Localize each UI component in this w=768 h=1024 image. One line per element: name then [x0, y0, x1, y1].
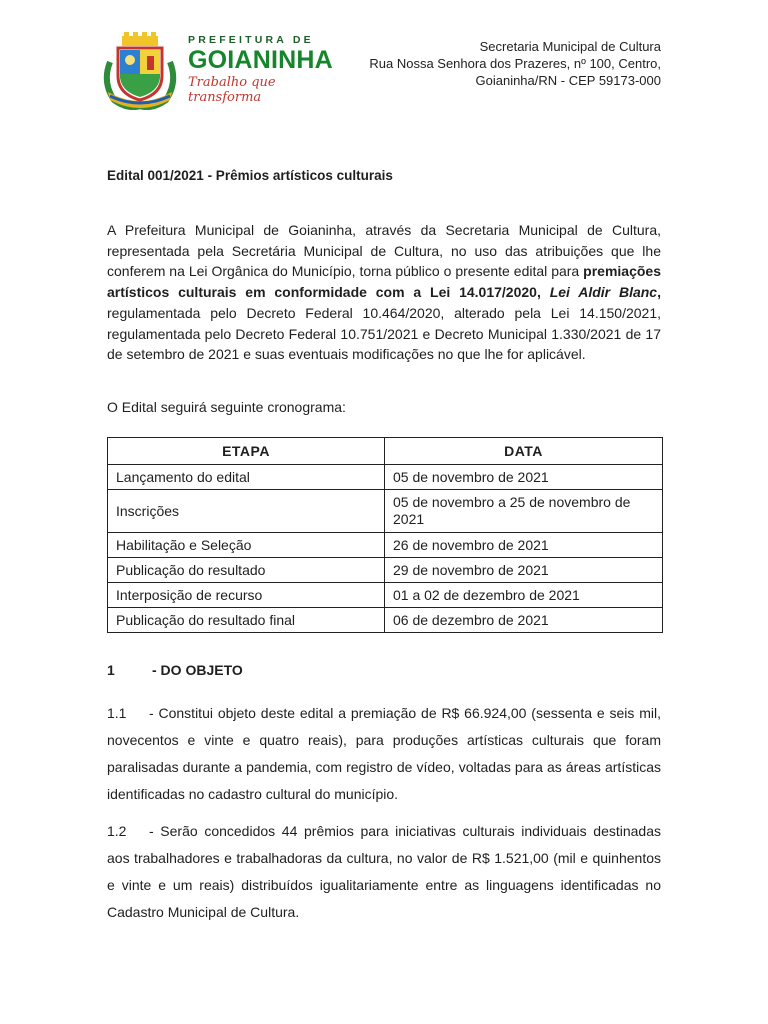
intro-bold-text: premiações artísticos culturais em conformidade com a Lei 14.017/2020, Lei Aldir Blanc,	[107, 263, 661, 301]
data-cell: 01 a 02 de dezembro de 2021	[385, 583, 663, 608]
data-cell: 29 de novembro de 2021	[385, 558, 663, 583]
section-heading	[107, 662, 243, 678]
table-row	[108, 558, 663, 583]
clause-1-1	[107, 700, 661, 808]
table-row	[108, 490, 663, 533]
logo-slogan: Trabalho que transforma	[188, 75, 276, 105]
table-row	[108, 608, 663, 633]
law-name: Lei Aldir Blanc	[549, 284, 658, 301]
etapa-cell: Inscrições	[108, 490, 385, 533]
address-line-3: Goianinha/RN - CEP 59173-000	[475, 73, 661, 88]
document-title: Edital 001/2021 - Prêmios artísticos culturais	[107, 168, 393, 183]
page-header	[0, 0, 768, 120]
clause-1-2	[107, 818, 661, 926]
table-row	[108, 533, 663, 558]
header-data: DATA	[385, 438, 663, 465]
data-cell: 05 de novembro a 25 de novembro de 2021	[385, 490, 663, 533]
clause-number: 1.2	[107, 823, 127, 839]
table-row	[108, 583, 663, 608]
table-row	[108, 465, 663, 490]
logo-prefeitura-text: PREFEITURA DE	[188, 34, 314, 46]
address-line-1: Secretaria Municipal de Cultura	[479, 39, 661, 54]
schedule-table	[107, 437, 663, 633]
intro-text-part1: A Prefeitura Municipal de Goianinha, através da Secretaria Municipal de Cultura, representada pela Secretária Municipal de Cultura, no uso das atribuições que lhe conferem na Lei Orgânica do Município, torna público o presente edital para	[107, 222, 661, 280]
clause-text: - Constitui objeto deste edital a premiação de R$ 66.924,00 (sessenta e seis mil, novecentos e vinte e quatro reais), para produções artísticas culturais que foram paralisadas durante a pandemia, com registro de vídeo, voltadas para as áreas artísticas identificadas no cadastro cultural do município.	[107, 705, 661, 802]
section-number: 1	[107, 662, 115, 678]
etapa-cell: Habilitação e Seleção	[108, 533, 385, 558]
clause-text: - Serão concedidos 44 prêmios para iniciativas culturais individuais destinadas aos trabalhadores e trabalhadoras da cultura, no valor de R$ 1.521,00 (mil e quinhentos e vinte e um reais) distribuídos igualitariamente entre as linguagens identificadas no Cadastro Municipal de Cultura.	[107, 823, 661, 920]
data-cell: 05 de novembro de 2021	[385, 465, 663, 490]
data-cell: 26 de novembro de 2021	[385, 533, 663, 558]
coat-of-arms-icon	[100, 32, 180, 110]
etapa-cell: Interposição de recurso	[108, 583, 385, 608]
intro-text-part2: regulamentada pelo Decreto Federal 10.464/2020, alterado pela Lei 14.150/2021, regulamentada pelo Decreto Federal 10.751/2021 e Decreto Municipal 1.330/2021 de 17 de setembro de 2021 e suas eventuais modificações no que lhe for aplicável.	[107, 304, 661, 363]
intro-paragraph	[107, 220, 661, 365]
schedule-intro: O Edital seguirá seguinte cronograma:	[107, 399, 346, 415]
etapa-cell: Publicação do resultado final	[108, 608, 385, 633]
address-line-2: Rua Nossa Senhora dos Prazeres, nº 100, Centro,	[369, 56, 661, 71]
etapa-cell: Publicação do resultado	[108, 558, 385, 583]
table-header-row	[108, 438, 663, 465]
logo-city-name: GOIANINHA	[188, 46, 333, 74]
section-title: - DO OBJETO	[152, 662, 243, 678]
header-etapa: ETAPA	[108, 438, 385, 465]
data-cell: 06 de dezembro de 2021	[385, 608, 663, 633]
prefeitura-logo	[100, 32, 333, 110]
clause-number: 1.1	[107, 705, 127, 721]
etapa-cell: Lançamento do edital	[108, 465, 385, 490]
header-address	[369, 38, 661, 89]
